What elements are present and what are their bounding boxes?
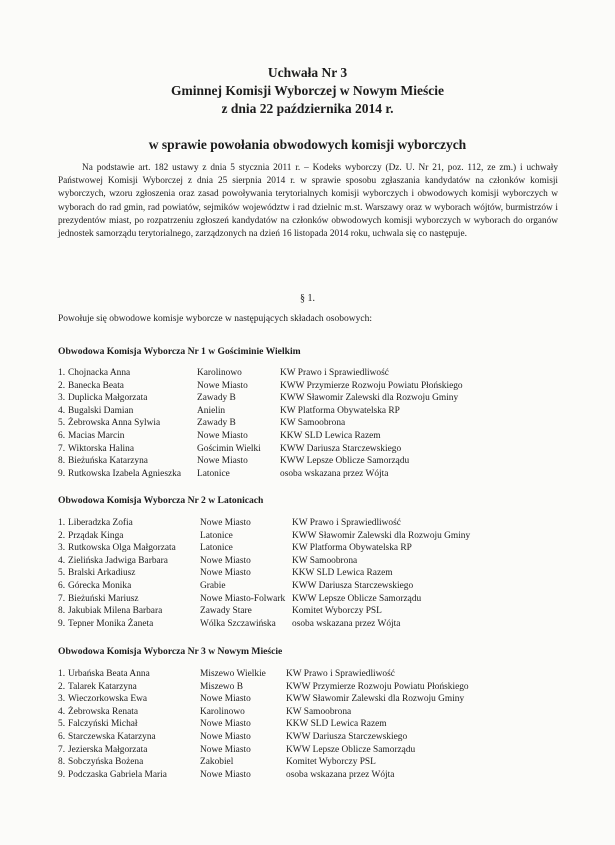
member-place: Zawady Stare	[200, 606, 252, 617]
member-row	[58, 756, 578, 769]
member-number: 9.	[58, 468, 66, 479]
member-place: Nowe Miasto	[200, 769, 251, 780]
member-committee: KWW Lepsze Oblicze Samorządu	[292, 593, 422, 604]
member-name: Jezierska Małgorzata	[68, 744, 148, 755]
member-name: Żebrowska Anna Sylwia	[68, 418, 161, 429]
member-committee: KW Platforma Obywatelska RP	[280, 405, 400, 416]
paragraph-mark: § 1.	[300, 293, 315, 304]
member-committee: KKW SLD Lewica Razem	[280, 430, 381, 441]
member-name: Prządak Kinga	[68, 530, 124, 541]
commission-3-members	[58, 668, 578, 781]
member-place: Zakobiel	[200, 757, 234, 768]
member-number: 1.	[58, 368, 66, 378]
member-place: Nowe Miasto	[200, 744, 251, 755]
member-place: Gościmin Wielki	[197, 443, 261, 454]
intro-text: Powołuje się obwodowe komisje wyborcze w następujących składach osobowych:	[58, 314, 372, 324]
member-number: 3.	[58, 393, 66, 404]
member-committee: KW Samoobrona	[286, 706, 352, 717]
member-number: 6.	[58, 430, 66, 441]
member-number: 2.	[58, 380, 66, 391]
member-row	[58, 517, 578, 530]
member-place: Nowe Miasto	[197, 380, 248, 391]
member-place: Nowe Miasto-Folwark	[200, 593, 286, 604]
member-name: Bieżuńska Katarzyna	[68, 456, 148, 467]
member-name: Wiktorska Halina	[68, 443, 135, 454]
member-place: Latonice	[197, 468, 230, 479]
member-place: Zawady B	[197, 418, 236, 429]
member-committee: KW Samoobrona	[292, 555, 358, 566]
member-row	[58, 455, 578, 468]
member-name: Żebrowska Renata	[68, 706, 139, 717]
member-name: Rutkowska Olga Małgorzata	[68, 543, 176, 554]
member-number: 7.	[58, 443, 66, 454]
member-number: 8.	[58, 606, 66, 617]
member-committee: KWW Dariusza Starczewskiego	[292, 580, 414, 591]
member-name: Górecka Monika	[68, 580, 132, 591]
member-number: 9.	[58, 769, 66, 780]
member-name: Bralski Arkadiusz	[68, 568, 136, 579]
resolution-title: Uchwała Nr 3	[267, 65, 348, 80]
member-row	[58, 542, 578, 555]
member-committee: KWW Sławomir Zalewski dla Rozwoju Gminy	[280, 393, 459, 404]
preamble-text: Na podstawie art. 182 ustawy z dnia 5 stycznia 2011 r. – Kodeks wyborczy (Dz. U. Nr 21, poz. 112, ze zm.) i uchwały Państwowej Komisji Wyborczej z dnia 25 sierpnia 2014 r. w sprawie sposobu zgłaszania kandydatów na członków komisji wyborczych, wzoru zgłoszenia oraz zasad powoływania terytorialnych komisji wyborczych i obwodowych komisji wyborczych w wyborach do rad gmin, rad powiatów, sejmików województw i rad dzielnic m.st. Warszawy oraz w wyborach wójtów, burmistrzów i prezydentów miast, po rozpatrzeniu zgłoszeń kandydatów na członków obwodowych komisji wyborczych w wyborach do organów jednostek samorządu terytorialnego, zarządzonych na dzień 16 listopada 2014 roku, uchwala się co następuje.	[58, 163, 558, 240]
member-row	[58, 580, 578, 593]
member-place: Nowe Miasto	[197, 456, 248, 467]
member-committee: KW Prawo i Sprawiedliwość	[280, 368, 389, 378]
member-name: Jakubiak Milena Barbara	[68, 606, 163, 617]
commission-2-members	[58, 517, 578, 630]
member-number: 2.	[58, 530, 66, 541]
member-name: Wieczorkowska Ewa	[68, 694, 148, 705]
member-place: Wólka Szczawińska	[200, 618, 276, 629]
member-number: 1.	[58, 518, 66, 528]
member-name: Bugalski Damian	[68, 405, 134, 416]
member-committee: KKW SLD Lewica Razem	[286, 719, 387, 730]
member-place: Nowe Miasto	[200, 719, 251, 730]
member-number: 7.	[58, 744, 66, 755]
member-committee: KW Prawo i Sprawiedliwość	[286, 669, 395, 679]
member-number: 4.	[58, 555, 66, 566]
member-row	[58, 618, 578, 631]
member-committee: KW Prawo i Sprawiedliwość	[292, 518, 401, 528]
member-name: Tepner Monika Żaneta	[68, 618, 154, 629]
member-number: 6.	[58, 580, 66, 591]
member-name: Falczyński Michał	[68, 719, 138, 730]
member-number: 8.	[58, 456, 66, 467]
member-row	[58, 392, 578, 405]
member-place: Nowe Miasto	[197, 430, 248, 441]
member-committee: Komitet Wyborczy PSL	[286, 757, 376, 768]
member-name: Sobczyńska Bożena	[68, 757, 144, 768]
member-place: Nowe Miasto	[200, 518, 251, 528]
member-place: Nowe Miasto	[200, 694, 251, 705]
member-row	[58, 681, 578, 694]
member-row	[58, 718, 578, 731]
member-row	[58, 769, 578, 782]
resolution-date: z dnia 22 października 2014 r.	[221, 101, 394, 116]
member-number: 8.	[58, 757, 66, 768]
member-name: Duplicka Małgorzata	[68, 393, 148, 404]
member-row	[58, 380, 578, 393]
member-committee: KW Platforma Obywatelska RP	[292, 543, 412, 554]
commission-2-title: Obwodowa Komisja Wyborcza Nr 2 w Latonicach	[58, 495, 264, 506]
member-name: Banecka Beata	[68, 380, 124, 391]
member-place: Karolinowo	[200, 706, 245, 717]
member-committee: KWW Dariusza Starczewskiego	[286, 731, 408, 742]
member-row	[58, 405, 578, 418]
member-row	[58, 367, 578, 380]
member-committee: KWW Przymierze Rozwoju Powiatu Płońskiego	[280, 380, 463, 391]
commission-1-title: Obwodowa Komisja Wyborcza Nr 1 w Gościminie Wielkim	[58, 346, 301, 357]
member-row	[58, 693, 578, 706]
member-row	[58, 593, 578, 606]
member-number: 3.	[58, 694, 66, 705]
member-committee: KWW Dariusza Starczewskiego	[280, 443, 402, 454]
member-name: Talarek Katarzyna	[68, 681, 137, 692]
member-number: 3.	[58, 543, 66, 554]
member-committee: Komitet Wyborczy PSL	[292, 606, 382, 617]
member-name: Bieżuński Mariusz	[68, 593, 139, 604]
member-name: Macias Marcin	[68, 430, 125, 441]
member-name: Starczewska Katarzyna	[68, 731, 156, 742]
member-row	[58, 668, 578, 681]
member-row	[58, 530, 578, 543]
member-committee: osoba wskazana przez Wójta	[280, 468, 389, 479]
member-number: 4.	[58, 405, 66, 416]
member-place: Nowe Miasto	[200, 568, 251, 579]
member-number: 7.	[58, 593, 66, 604]
member-row	[58, 443, 578, 456]
member-name: Liberadzka Zofia	[68, 518, 133, 528]
member-row	[58, 417, 578, 430]
member-name: Podczaska Gabriela Maria	[68, 769, 167, 780]
member-name: Chojnacka Anna	[68, 368, 131, 378]
member-place: Anielin	[197, 405, 226, 416]
resolution-body: Gminnej Komisji Wyborczej w Nowym Mieście	[170, 83, 445, 98]
member-row	[58, 731, 578, 744]
member-committee: KW Samoobrona	[280, 418, 346, 429]
member-number: 6.	[58, 731, 66, 742]
member-committee: KWW Lepsze Oblicze Samorządu	[280, 456, 410, 467]
member-committee: KWW Sławomir Zalewski dla Rozwoju Gminy	[292, 530, 471, 541]
member-place: Nowe Miasto	[200, 555, 251, 566]
member-committee: osoba wskazana przez Wójta	[292, 618, 401, 629]
member-committee: KWW Lepsze Oblicze Samorządu	[286, 744, 416, 755]
member-name: Zielińska Jadwiga Barbara	[68, 555, 168, 566]
member-committee: KKW SLD Lewica Razem	[292, 568, 393, 579]
member-row	[58, 468, 578, 481]
member-committee: osoba wskazana przez Wójta	[286, 769, 395, 780]
member-row	[58, 605, 578, 618]
commission-1-members	[58, 367, 578, 480]
member-number: 2.	[58, 681, 66, 692]
member-row	[58, 744, 578, 757]
member-name: Urbańska Beata Anna	[68, 669, 150, 679]
member-committee: KWW Przymierze Rozwoju Powiatu Płońskiego	[286, 681, 469, 692]
resolution-subject: w sprawie powołania obwodowych komisji wyborczych	[148, 137, 467, 152]
member-row	[58, 430, 578, 443]
member-number: 5.	[58, 568, 66, 579]
member-row	[58, 555, 578, 568]
member-place: Zawady B	[197, 393, 236, 404]
member-name: Rutkowska Izabela Agnieszka	[68, 468, 181, 479]
member-place: Karolinowo	[197, 368, 242, 378]
member-number: 9.	[58, 618, 66, 629]
member-committee: KWW Sławomir Zalewski dla Rozwoju Gminy	[286, 694, 465, 705]
member-row	[58, 567, 578, 580]
member-number: 4.	[58, 706, 66, 717]
member-number: 5.	[58, 418, 66, 429]
member-place: Grabie	[200, 580, 226, 591]
member-place: Nowe Miasto	[200, 731, 251, 742]
member-number: 5.	[58, 719, 66, 730]
member-place: Miszewo Wielkie	[200, 669, 266, 679]
member-number: 1.	[58, 669, 66, 679]
member-place: Miszewo B	[200, 681, 243, 692]
commission-3-title: Obwodowa Komisja Wyborcza Nr 3 w Nowym Mieście	[58, 646, 283, 657]
member-row	[58, 706, 578, 719]
member-place: Latonice	[200, 543, 233, 554]
member-place: Latonice	[200, 530, 233, 541]
